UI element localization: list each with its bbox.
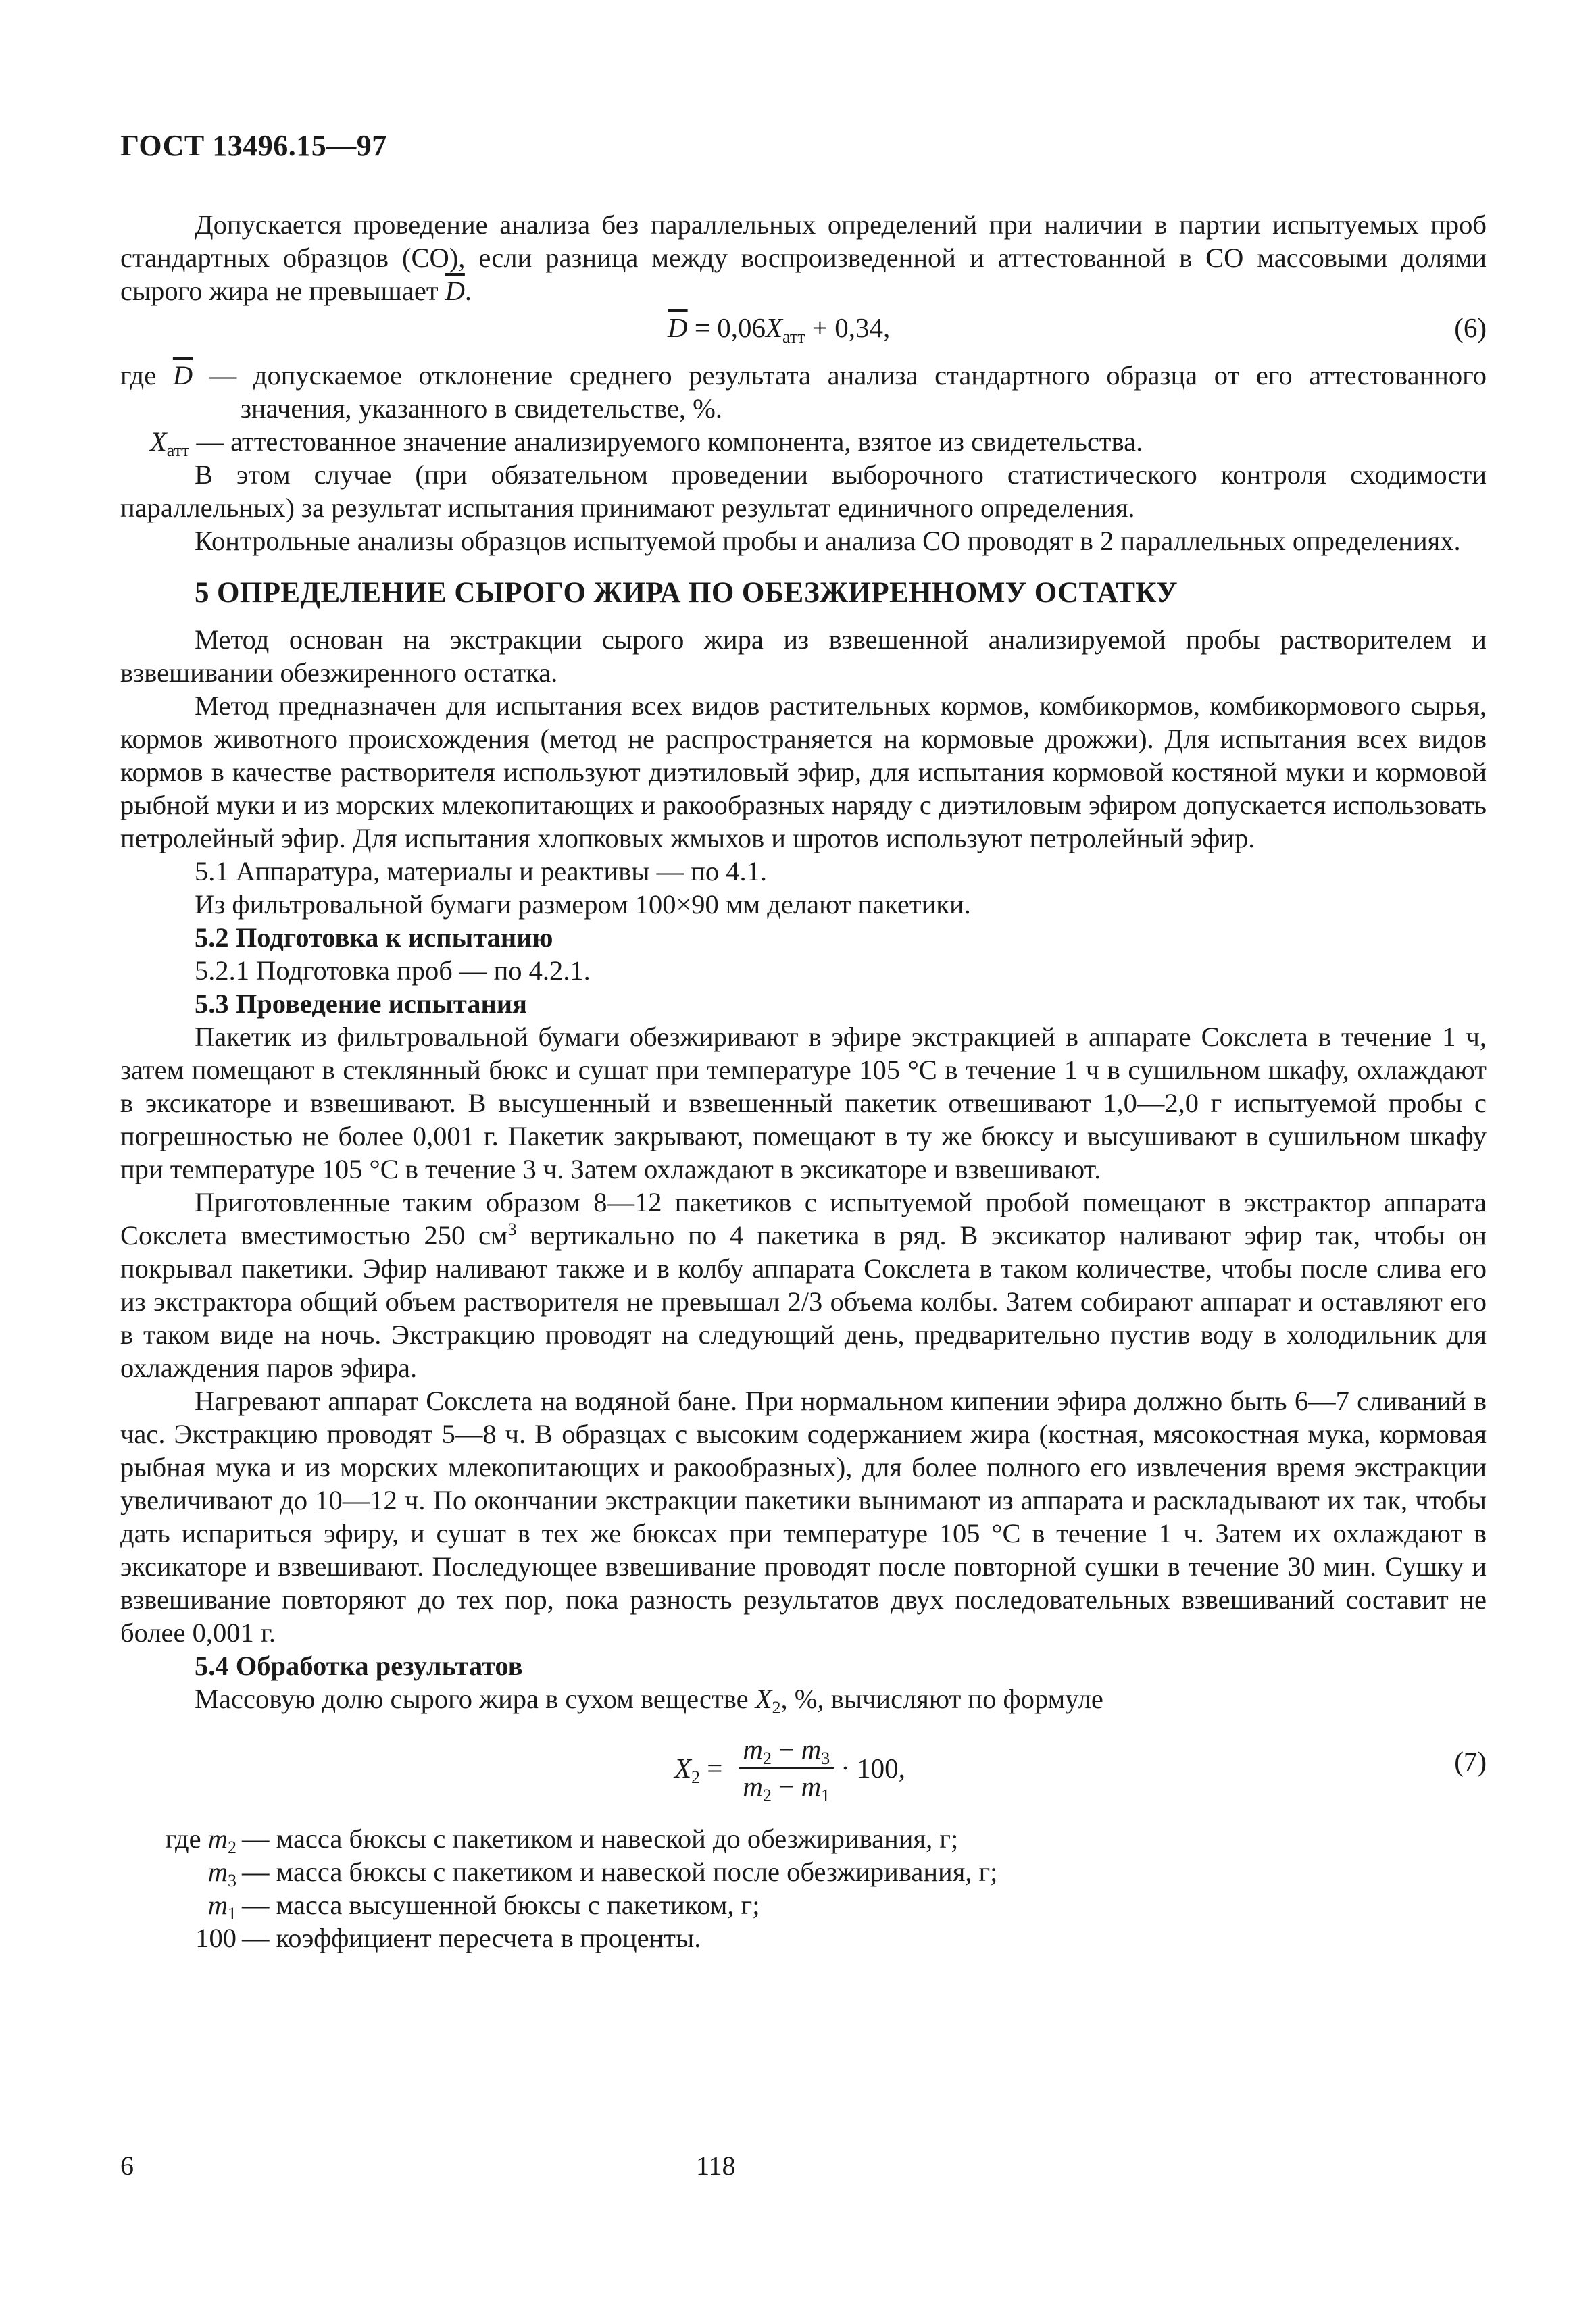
formula-6: $\overline{D} = 0,06X_{атт} + 0,34$, (6): [668, 312, 1487, 347]
paragraph-intro-3: Контрольные анализы образцов испытуемой пробы и анализа СО проводят в 2 параллельных определениях.: [195, 526, 1461, 556]
clause-5-3-paragraph-3: Нагревают аппарат Сокслета на водяной бане. При нормальном кипении эфира должно быть 6—7 сливаний в час. Экстракцию проводят 5—8 ч. В образцах с высоким содержанием жира (костная, мясокостная мука, кормовая рыбная мука и из морских млекопитающих и ракообразных), для более полного его извлечения время экстракции увеличивают до 10—12 ч. По окончании экстракции пакетики вынимают из аппарата и раскладывают их так, чтобы дать испариться эфиру, и сушат в тех же бюксах при температуре 105 °С в течение 1 ч. Затем их охлаждают в эксикаторе и взвешивают. Последующее взвешивание проводят после повторной сушки в течение 30 мин. Сушку и взвешивание повторяют до тех пор, пока разность результатов двух последовательных взвешиваний составит не более 0,001 г.: [120, 1386, 1487, 1648]
definition-m3: $m_3$ — масса бюксы с пакетиком и навеской после обезжиривания, г;: [207, 1857, 998, 1890]
clause-5-2-1: 5.2.1 Подготовка проб — по 4.2.1.: [195, 955, 591, 986]
definition-m1: $m_1$ — масса высушенной бюксы с пакетиком, г;: [207, 1890, 760, 1923]
paragraph-intro-1: Допускается проведение анализа без параллельных определений при наличии в партии испытуемых проб стандартных образцов (СО), если разница между воспроизведенной и аттестованной в СО массовыми долями сырого жира не превышает $\overline{D}$.: [120, 209, 1487, 306]
formula-7-fraction: $\frac{m_2 - m_3}{m_2 - m_1}$: [739, 1733, 834, 1803]
definition-x: $X_{атт}$ — аттестованное значение анализируемого компонента, взятое из свидетельства.: [150, 426, 1143, 460]
formula-6-definitions: [120, 359, 1487, 458]
definition-100: 100 — коэффициент пересчета в проценты.: [195, 1923, 701, 1953]
definition-d: где $\overline{D}$ — допускаемое отклонение среднего результата анализа стандартного образца от его аттестованного значения, указанного в свидетельстве, %.: [120, 360, 1487, 424]
formula-number-7: (7): [1454, 1746, 1487, 1777]
clause-5-3-title: 5.3 Проведение испытания: [195, 988, 528, 1019]
document-body: [120, 208, 1487, 1955]
document-header: ГОСТ 13496.15—97: [120, 129, 387, 162]
page-number-left: 6: [120, 2150, 134, 2181]
clause-5-3-paragraph-2: Приготовленные таким образом 8—12 пакетиков с испытуемой пробой помещают в экстрактор аппарата Сокслета вместимостью 250 $см^3$ вертикально по 4 пакетика в ряд. В эксикатор наливают эфир так, чтобы он покрывал пакетики. Эфир наливают также и в колбу аппарата Сокслета в таком количестве, чтобы после слива его из экстрактора общий объем растворителя не превышал 2/3 объема колбы. Затем собирают аппарат и оставляют его в таком виде на ночь. Экстракцию проводят на следующий день, предварительно пустив воду в холодильник для охлаждения паров эфира.: [120, 1187, 1487, 1383]
clause-5-3-paragraph-1: Пакетик из фильтровальной бумаги обезжиривают в эфире экстракцией в аппарате Сокслета в течение 1 ч, затем помещают в стеклянный бюкс и сушат при температуре 105 °С в течение 1 ч в сушильном шкафу, охлаждают в эксикаторе и взвешивают. В высушенный и взвешенный пакетик отвешивают 1,0—2,0 г испытуемой пробы с погрешностью не более 0,001 г. Пакетик закрывают, помещают в ту же бюксу и высушивают в сушильном шкафу при температуре 105 °С в течение 3 ч. Затем охлаждают в эксикаторе и взвешивают.: [120, 1022, 1487, 1184]
formula-number-6: (6): [1454, 312, 1487, 343]
paragraph-5-2: Метод предназначен для испытания всех видов растительных кормов, комбикормов, комбикормового сырья, кормов животного происхождения (метод не распространяется на кормовые дрожжи). Для испытания всех видов кормов в качестве растворителя используют диэтиловый эфир, для испытания кормовой костяной муки и кормовой рыбной муки и из морских млекопитающих и ракообразных наряду с диэтиловым эфиром допускается использовать петролейный эфир. Для испытания хлопковых жмыхов и шротов используют петролейный эфир.: [120, 690, 1487, 853]
formula-7: $X_2$ = $\frac{m_2 - m_3}{m_2 - m_1}$ · 100, (7): [674, 1734, 1487, 1805]
page-number-center: 118: [696, 2150, 736, 2181]
paragraph-intro-2: В этом случае (при обязательном проведении выборочного статистического контроля сходимости параллельных) за результат испытания принимают результат единичного определения.: [120, 459, 1487, 523]
definition-m2: где $m_2$ — масса бюксы с пакетиком и навеской до обезжиривания, г;: [165, 1823, 959, 1857]
clause-5-4-paragraph: Массовую долю сырого жира в сухом веществе $X_2$, %, вычисляют по формуле: [195, 1684, 1103, 1717]
clause-5-4-title: 5.4 Обработка результатов: [195, 1651, 523, 1681]
clause-5-1-note: Из фильтровальной бумаги размером 100×90 мм делают пакетики.: [195, 889, 971, 920]
clause-5-1: 5.1 Аппаратура, материалы и реактивы — по 4.1.: [195, 856, 768, 886]
clause-5-2-title: 5.2 Подготовка к испытанию: [195, 922, 553, 953]
paragraph-5-1: Метод основан на экстракции сырого жира из взвешенной анализируемой пробы растворителем и взвешивании обезжиренного остатка.: [120, 624, 1487, 688]
formula-7-definitions: [120, 1822, 1487, 1955]
section-5-title: 5 ОПРЕДЕЛЕНИЕ СЫРОГО ЖИРА ПО ОБЕЗЖИРЕННОМУ ОСТАТКУ: [195, 577, 1178, 609]
